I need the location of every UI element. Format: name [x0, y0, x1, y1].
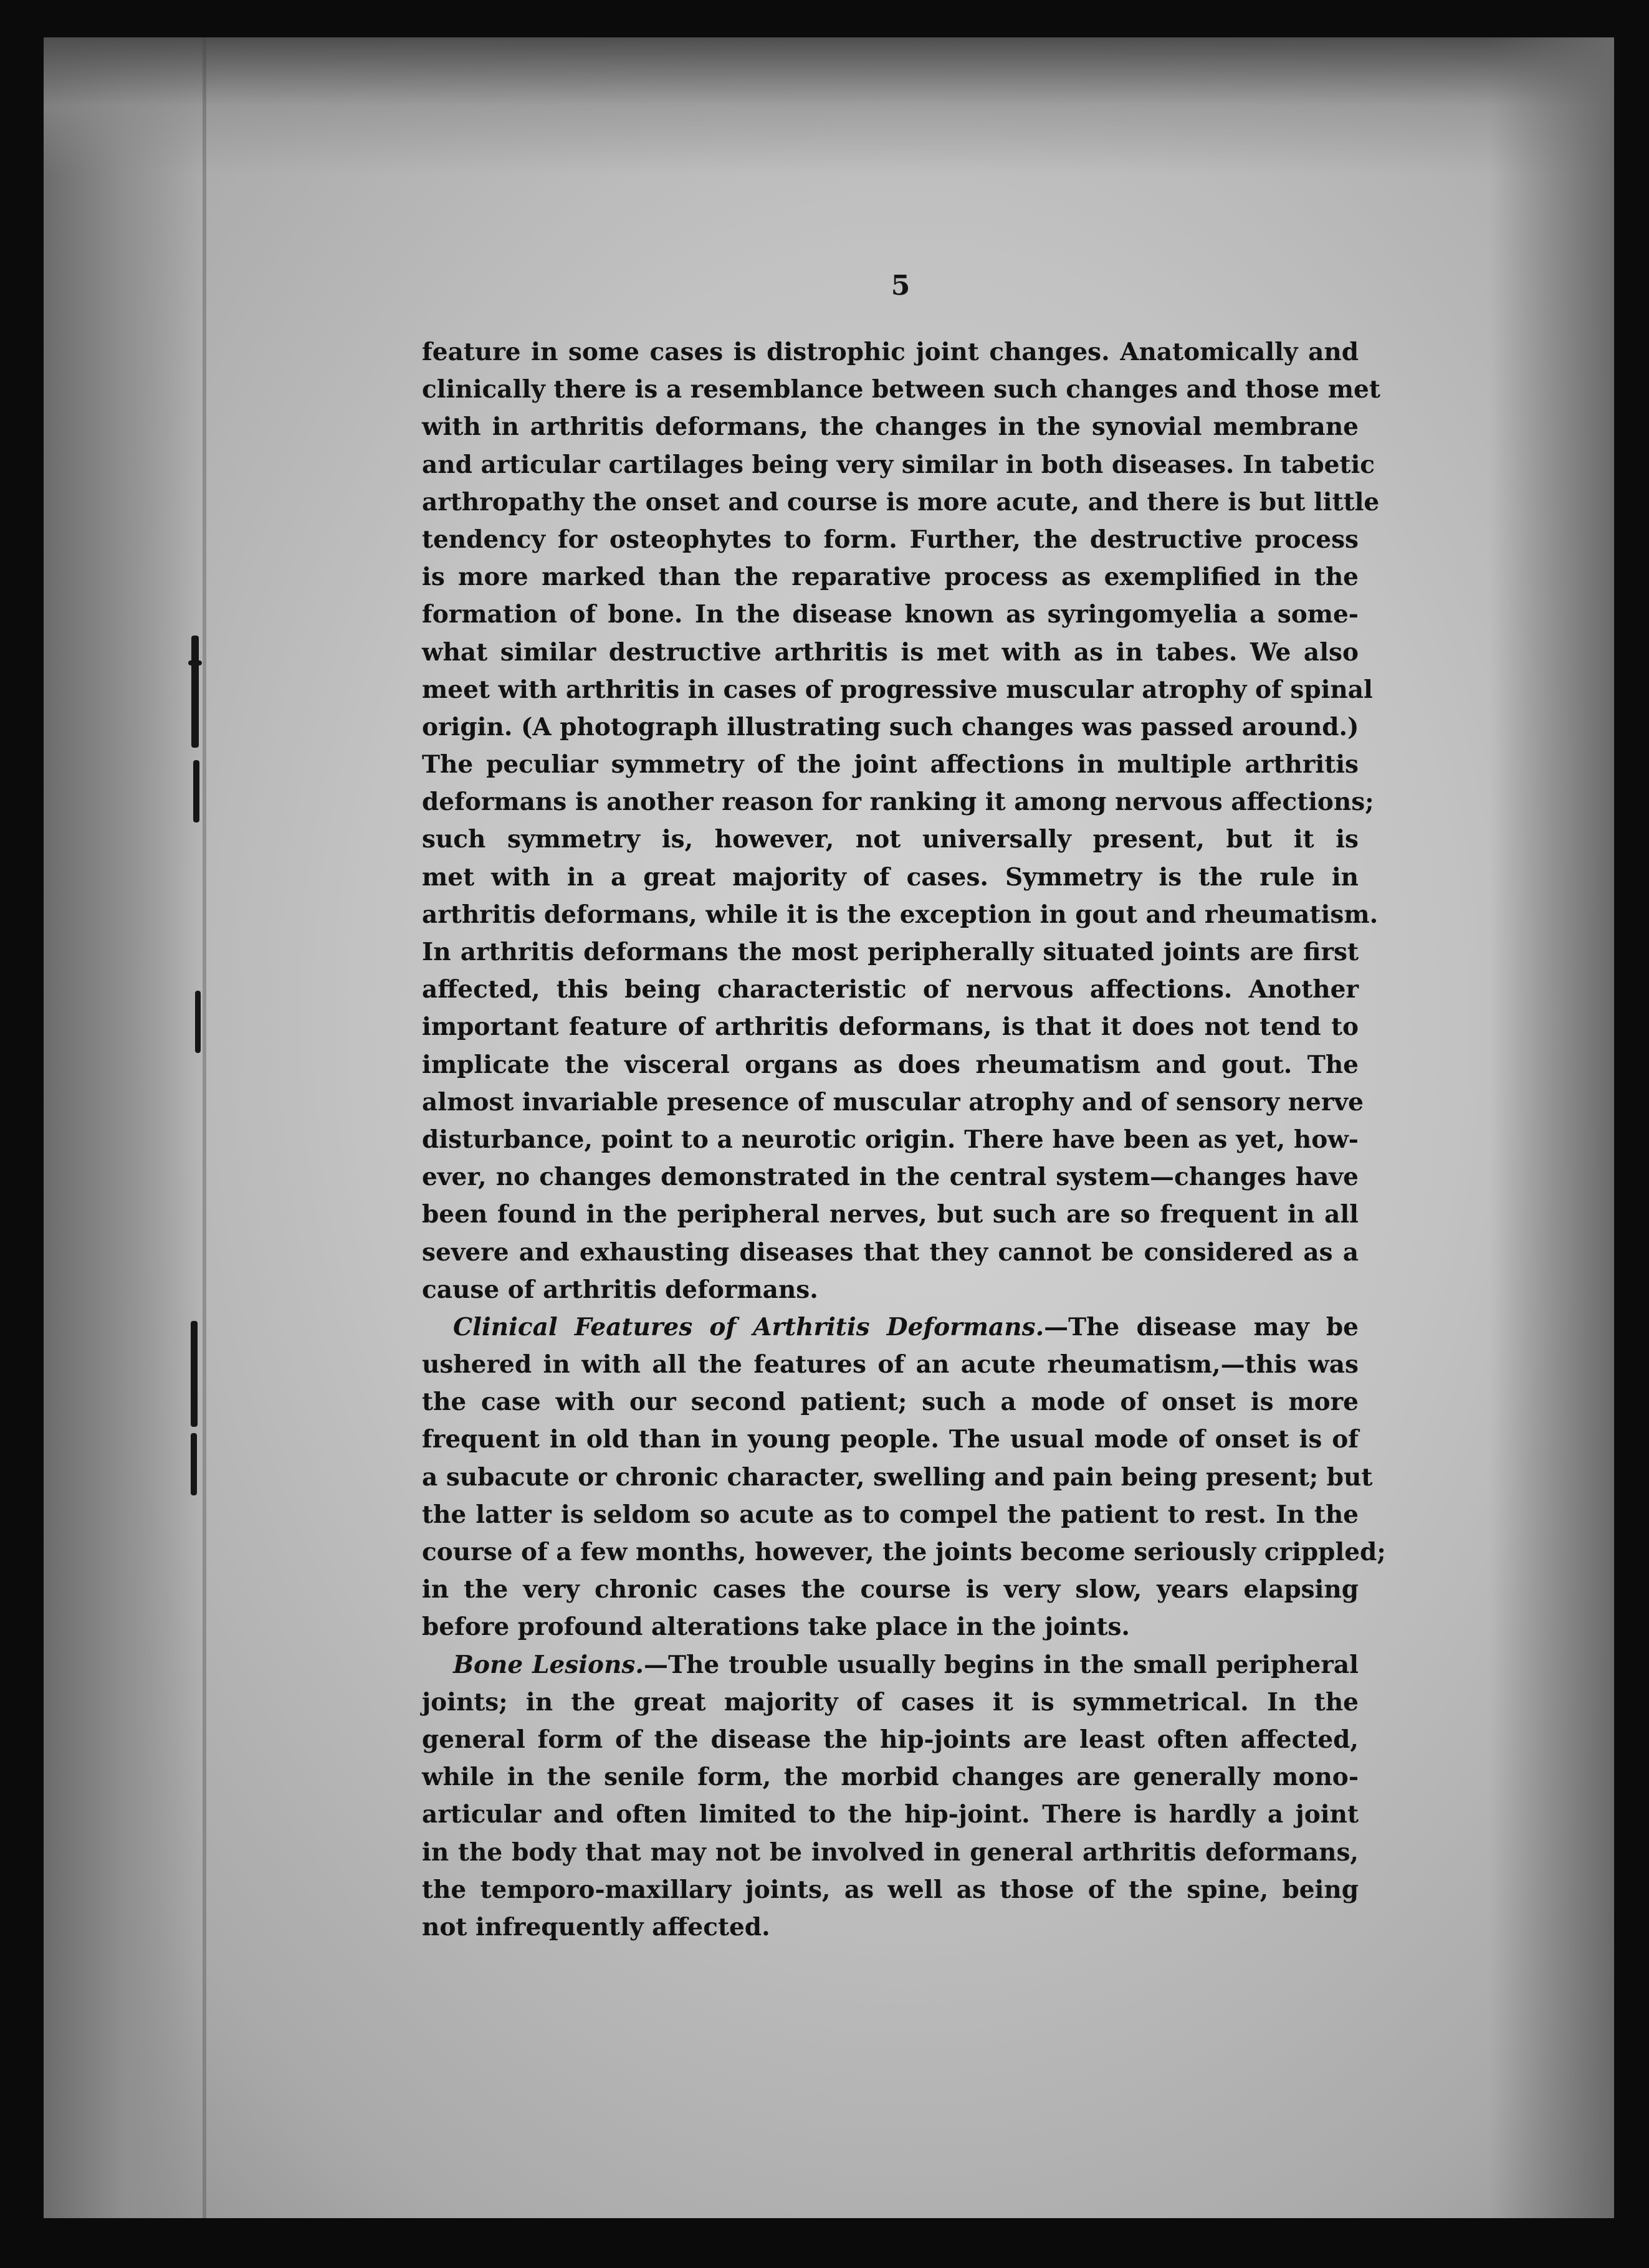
- text-line: almost invariable presence of muscular atrophy and of sensory nerve: [422, 1087, 1364, 1117]
- binding-fold: [203, 37, 206, 2218]
- left-margin-shadow: [44, 37, 206, 2218]
- text-line: In arthritis deformans the most peripherally situated joints are first: [422, 938, 1359, 966]
- page-number: 5: [891, 270, 911, 302]
- body-text: [422, 333, 1386, 1946]
- text-line: joints; in the great majority of cases it is symmetrical. In the: [422, 1687, 1359, 1717]
- text-line: the latter is seldom so acute as to compel the patient to rest. In the: [422, 1500, 1359, 1529]
- text-line: the temporo-maxillary joints, as well as those of the spine, being: [422, 1875, 1359, 1904]
- paragraph-bone-lesions: [422, 1646, 1359, 1946]
- text-line: implicate the visceral organs as does rheumatism and gout. The: [422, 1050, 1359, 1079]
- text-line: general form of the disease the hip-joints are least often affected,: [422, 1725, 1359, 1754]
- right-margin-shadow: [1489, 37, 1614, 2218]
- text-line: frequent in old than in young people. The usual mode of onset is of: [422, 1425, 1359, 1454]
- text-line: articular and often limited to the hip-joint. There is hardly a joint: [422, 1800, 1359, 1829]
- top-margin-shadow: [44, 37, 1614, 174]
- text-line: [422, 1308, 1359, 1346]
- text-line: severe and exhausting diseases that they cannot be considered as a: [422, 1237, 1359, 1267]
- text-line: arthritis deformans, while it is the exception in gout and rheumatism.: [422, 900, 1379, 929]
- text-line: clinically there is a resemblance between such changes and those met: [422, 375, 1380, 404]
- binding-mark: [191, 1433, 197, 1495]
- text-line-rest: —The trouble usually begins in the small peripheral: [643, 1650, 1359, 1679]
- text-line: ever, no changes demonstrated in the central system—changes have: [422, 1163, 1359, 1192]
- text-line: the case with our second patient; such a mode of onset is more: [422, 1388, 1359, 1417]
- section-heading-bone-lesions: Bone Lesions.: [453, 1650, 644, 1679]
- text-line: such symmetry is, however, not universally present, but it is: [422, 825, 1359, 854]
- text-line: [422, 1646, 1359, 1684]
- text-line: course of a few months, however, the joints become seriously crippled;: [422, 1538, 1386, 1566]
- text-line: while in the senile form, the morbid changes are generally mono-: [422, 1763, 1359, 1792]
- text-line: deformans is another reason for ranking it among nervous affections;: [422, 788, 1374, 817]
- text-line: affected, this being characteristic of nervous affections. Another: [422, 975, 1359, 1004]
- text-line: cause of arthritis deformans.: [422, 1275, 818, 1304]
- binding-mark: [191, 1321, 198, 1427]
- text-line: important feature of arthritis deformans, is that it does not tend to: [422, 1012, 1359, 1042]
- paragraph-clinical-features: [422, 1308, 1386, 1646]
- text-line: in the body that may not be involved in general arthritis deformans,: [422, 1837, 1359, 1867]
- text-line: a subacute or chronic character, swelling and pain being present; but: [422, 1462, 1373, 1492]
- text-line: been found in the peripheral nerves, but such are so frequent in all: [422, 1200, 1359, 1229]
- text-line: in the very chronic cases the course is very slow, years elapsing: [422, 1575, 1359, 1604]
- binding-mark: [191, 636, 199, 748]
- binding-mark: [193, 760, 199, 822]
- text-line: meet with arthritis in cases of progressive muscular atrophy of spinal: [422, 675, 1373, 704]
- text-line: feature in some cases is distrophic joint changes. Anatomically and: [422, 338, 1359, 366]
- text-line: is more marked than the reparative process as exemplified in the: [422, 563, 1359, 592]
- text-line: The peculiar symmetry of the joint affections in multiple arthritis: [422, 750, 1359, 779]
- text-line: and articular cartilages being very similar in both diseases. In tabetic: [422, 450, 1375, 479]
- text-line-rest: —The disease may be: [1044, 1312, 1359, 1341]
- text-line: before profound alterations take place in the joints.: [422, 1613, 1130, 1642]
- binding-mark: [188, 660, 202, 665]
- text-line: formation of bone. In the disease known as syringomyelia a some-: [422, 600, 1359, 629]
- section-heading-clinical-features: Clinical Features of Arthritis Deformans.: [453, 1312, 1044, 1341]
- paragraph-1: [422, 333, 1380, 1308]
- text-line: arthropathy the onset and course is more acute, and there is but little: [422, 487, 1380, 517]
- text-line: with in arthritis deformans, the changes in the synovial membrane: [422, 412, 1359, 442]
- text-line: tendency for osteophytes to form. Further, the destructive process: [422, 525, 1359, 554]
- text-line: ushered in with all the features of an acute rheumatism,—this was: [422, 1350, 1359, 1379]
- text-line: met with in a great majority of cases. Symmetry is the rule in: [422, 862, 1359, 892]
- text-line: not infrequently affected.: [422, 1912, 770, 1942]
- text-line: origin. (A photograph illustrating such changes was passed around.): [422, 712, 1359, 741]
- text-line: what similar destructive arthritis is met with as in tabes. We also: [422, 637, 1359, 667]
- binding-mark: [195, 991, 201, 1053]
- text-line: disturbance, point to a neurotic origin. There have been as yet, how-: [422, 1125, 1359, 1154]
